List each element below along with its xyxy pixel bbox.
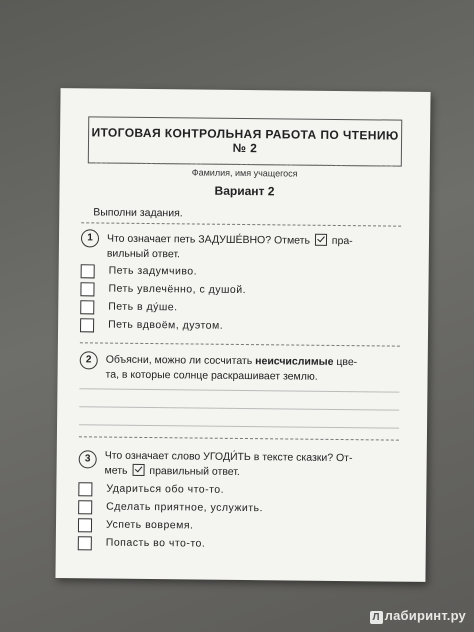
checkmark-icon [315,234,327,246]
question-1-text [107,232,407,265]
answer-line[interactable] [79,388,399,392]
title-line-2: № 2 [232,140,258,156]
answer-checkbox[interactable] [81,264,95,278]
answer-checkbox[interactable] [78,536,92,550]
divider [80,342,400,346]
question-2-text-bold: неисчислимые [255,355,334,368]
title-line-1: ИТОГОВАЯ КОНТРОЛЬНАЯ РАБОТА ПО ЧТЕНИЮ [91,125,399,143]
divider [81,222,401,226]
question-3-text [104,449,414,482]
instructions: Выполни задания. [93,206,183,220]
answer-checkbox[interactable] [80,300,94,314]
question-2-text [105,353,405,386]
variant-label: Вариант 2 [214,183,275,199]
checkmark-icon [132,464,144,476]
worksheet-page [55,88,430,582]
question-3-text-b: меть [104,464,128,477]
watermark-text: лабиринт.ру [384,608,466,623]
question-1-text-b: пра- [331,234,353,248]
divider [79,436,399,440]
title-box [88,116,402,166]
question-2-text-b: цве- [336,355,358,369]
answer-checkbox[interactable] [78,500,92,514]
question-1-number: 1 [81,229,99,247]
answer-checkbox[interactable] [78,482,92,496]
question-2-number: 2 [80,351,98,369]
question-3-number: 3 [79,450,97,468]
answer-checkbox[interactable] [80,318,94,332]
worksheet-title [89,125,401,156]
answer-line[interactable] [79,406,399,410]
question-1-text-a: Что означает петь ЗАДУШЕ́ВНО? Отметь [106,232,311,247]
question-1-text-c: вильный ответ. [106,247,181,261]
question-3-text-c: правильный ответ. [149,465,240,478]
question-2-text-a: Объясни, можно ли сосчитать [105,353,253,368]
labirint-logo-icon: Л [370,611,383,624]
answer-checkbox[interactable] [78,518,92,532]
watermark [370,608,466,624]
question-3-text-a: Что означает слово УГОДИ́ТЬ в тексте сказки? От- [104,449,353,465]
question-2-text-c: та, в которые солнце раскрашивает землю. [105,368,318,383]
student-name-label: Фамилия, имя учащегося [191,167,298,179]
answer-line[interactable] [79,424,399,428]
answer-checkbox[interactable] [80,282,94,296]
